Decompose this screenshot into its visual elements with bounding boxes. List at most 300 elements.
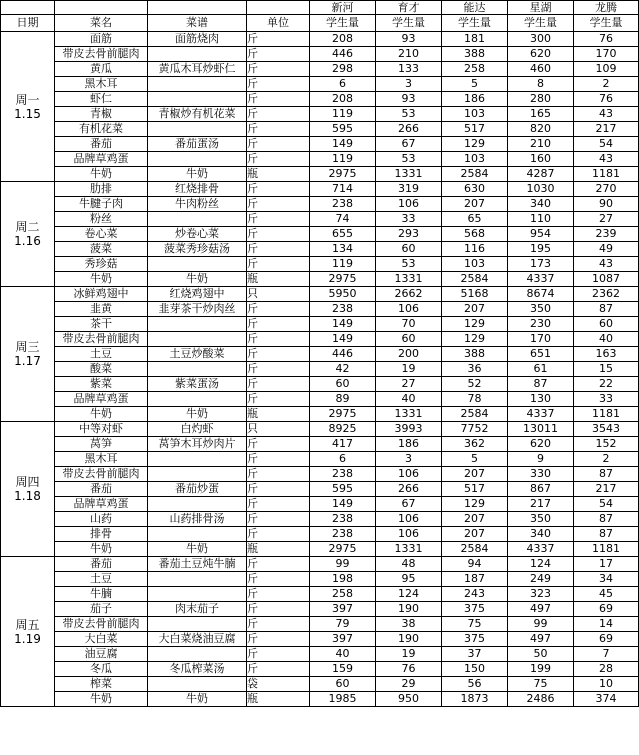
quantity-cell: 293 [376, 227, 442, 242]
quantity-cell: 8674 [508, 287, 574, 302]
dish-cell: 带皮去骨前腿肉 [55, 332, 148, 347]
dish-cell: 中等对虾 [55, 422, 148, 437]
quantity-cell: 4337 [508, 272, 574, 287]
quantity-cell: 38 [376, 617, 442, 632]
quantity-cell: 5 [442, 77, 508, 92]
quantity-cell: 53 [376, 257, 442, 272]
recipe-cell [148, 257, 247, 272]
table-row [1, 122, 639, 137]
recipe-cell: 牛奶 [148, 167, 247, 182]
quantity-cell: 181 [442, 32, 508, 47]
quantity-cell: 655 [310, 227, 376, 242]
quantity-cell: 5950 [310, 287, 376, 302]
qty-header: 学生量 [442, 15, 508, 32]
dish-cell: 番茄 [55, 137, 148, 152]
school-name: 能达 [442, 1, 508, 15]
weekday-label: 周四 [15, 475, 40, 489]
quantity-cell: 714 [310, 182, 376, 197]
quantity-cell: 159 [310, 662, 376, 677]
school-name: 新河 [310, 1, 376, 15]
table-row [1, 602, 639, 617]
unit-cell: 斤 [247, 662, 310, 677]
quantity-cell: 103 [442, 257, 508, 272]
quantity-cell: 2975 [310, 272, 376, 287]
quantity-cell: 374 [574, 692, 639, 707]
dish-cell: 虾仁 [55, 92, 148, 107]
quantity-cell: 190 [376, 602, 442, 617]
dish-cell: 茶干 [55, 317, 148, 332]
quantity-cell: 330 [508, 467, 574, 482]
unit-cell: 斤 [247, 332, 310, 347]
recipe-cell [148, 362, 247, 377]
recipe-cell [148, 212, 247, 227]
unit-cell: 斤 [247, 242, 310, 257]
quantity-cell: 149 [310, 332, 376, 347]
quantity-cell: 2975 [310, 167, 376, 182]
unit-cell: 斤 [247, 557, 310, 572]
recipe-cell: 大白菜烧油豆腐 [148, 632, 247, 647]
quantity-cell: 497 [508, 602, 574, 617]
quantity-cell: 950 [376, 692, 442, 707]
quantity-cell: 54 [574, 137, 639, 152]
unit-cell: 斤 [247, 317, 310, 332]
recipe-cell [148, 677, 247, 692]
dish-cell: 带皮去骨前腿肉 [55, 47, 148, 62]
quantity-cell: 375 [442, 602, 508, 617]
quantity-cell: 106 [376, 302, 442, 317]
table-row [1, 77, 639, 92]
day-label-cell [1, 557, 55, 707]
quantity-cell: 2584 [442, 542, 508, 557]
table-row [1, 107, 639, 122]
unit-cell: 瓶 [247, 692, 310, 707]
weekday-label: 周五 [15, 617, 40, 632]
quantity-cell: 3 [376, 452, 442, 467]
quantity-cell: 27 [574, 212, 639, 227]
quantity-cell: 210 [376, 47, 442, 62]
dish-cell: 排骨 [55, 527, 148, 542]
quantity-cell: 69 [574, 602, 639, 617]
quantity-cell: 2 [574, 77, 639, 92]
unit-cell: 瓶 [247, 542, 310, 557]
table-row [1, 647, 639, 662]
quantity-cell: 497 [508, 632, 574, 647]
quantity-cell: 50 [508, 647, 574, 662]
quantity-cell: 1331 [376, 407, 442, 422]
quantity-cell: 93 [376, 32, 442, 47]
quantity-cell: 630 [442, 182, 508, 197]
quantity-cell: 1181 [574, 542, 639, 557]
quantity-cell: 2584 [442, 167, 508, 182]
quantity-cell: 7752 [442, 422, 508, 437]
dish-cell: 卷心菜 [55, 227, 148, 242]
quantity-cell: 270 [574, 182, 639, 197]
quantity-cell: 45 [574, 587, 639, 602]
quantity-cell: 210 [508, 137, 574, 152]
unit-cell: 瓶 [247, 272, 310, 287]
table-row [1, 362, 639, 377]
quantity-cell: 300 [508, 32, 574, 47]
date-label: 1.17 [14, 354, 41, 368]
school-header-row [1, 1, 639, 15]
quantity-cell: 22 [574, 377, 639, 392]
table-row [1, 662, 639, 677]
quantity-cell: 258 [442, 62, 508, 77]
quantity-cell: 238 [310, 302, 376, 317]
quantity-cell: 3993 [376, 422, 442, 437]
quantity-cell: 60 [310, 377, 376, 392]
quantity-cell: 186 [376, 437, 442, 452]
quantity-cell: 5 [442, 452, 508, 467]
quantity-cell: 116 [442, 242, 508, 257]
dish-cell: 黑木耳 [55, 77, 148, 92]
quantity-cell: 340 [508, 527, 574, 542]
quantity-cell: 56 [442, 677, 508, 692]
table-row [1, 617, 639, 632]
quantity-cell: 517 [442, 482, 508, 497]
dish-cell: 青椒 [55, 107, 148, 122]
unit-cell: 斤 [247, 92, 310, 107]
table-row [1, 257, 639, 272]
quantity-cell: 7 [574, 647, 639, 662]
dish-cell: 品牌草鸡蛋 [55, 392, 148, 407]
quantity-cell: 1030 [508, 182, 574, 197]
quantity-cell: 129 [442, 332, 508, 347]
recipe-cell [148, 47, 247, 62]
unit-cell: 斤 [247, 362, 310, 377]
quantity-cell: 61 [508, 362, 574, 377]
quantity-cell: 2584 [442, 407, 508, 422]
quantity-cell: 75 [508, 677, 574, 692]
quantity-cell: 446 [310, 47, 376, 62]
weekday-label: 周一 [15, 92, 40, 107]
table-row [1, 137, 639, 152]
quantity-cell: 298 [310, 62, 376, 77]
quantity-cell: 620 [508, 47, 574, 62]
quantity-cell: 52 [442, 377, 508, 392]
recipe-cell [148, 527, 247, 542]
unit-cell: 斤 [247, 107, 310, 122]
unit-cell: 斤 [247, 182, 310, 197]
table-row [1, 152, 639, 167]
day-label-cell [1, 422, 55, 557]
quantity-cell: 319 [376, 182, 442, 197]
unit-cell: 斤 [247, 32, 310, 47]
dish-cell: 菠菜 [55, 242, 148, 257]
table-row [1, 242, 639, 257]
recipe-cell: 山药排骨汤 [148, 512, 247, 527]
recipe-cell [148, 587, 247, 602]
recipe-cell: 黄瓜木耳炒虾仁 [148, 62, 247, 77]
recipe-cell: 冬瓜榨菜汤 [148, 662, 247, 677]
quantity-cell: 106 [376, 467, 442, 482]
dish-header: 菜名 [55, 15, 148, 32]
recipe-cell: 菠菜秀珍菇汤 [148, 242, 247, 257]
dish-cell: 牛奶 [55, 692, 148, 707]
quantity-cell: 19 [376, 362, 442, 377]
recipe-cell [148, 572, 247, 587]
quantity-cell: 8 [508, 77, 574, 92]
quantity-cell: 217 [574, 122, 639, 137]
quantity-cell: 37 [442, 647, 508, 662]
recipe-cell: 红烧鸡翅中 [148, 287, 247, 302]
quantity-cell: 17 [574, 557, 639, 572]
table-row [1, 572, 639, 587]
quantity-cell: 43 [574, 152, 639, 167]
quantity-cell: 67 [376, 497, 442, 512]
quantity-cell: 1331 [376, 272, 442, 287]
quantity-cell: 124 [376, 587, 442, 602]
dish-cell: 茄子 [55, 602, 148, 617]
unit-cell: 斤 [247, 632, 310, 647]
quantity-cell: 87 [574, 467, 639, 482]
dish-cell: 牛奶 [55, 542, 148, 557]
quantity-cell: 124 [508, 557, 574, 572]
quantity-cell: 217 [508, 497, 574, 512]
recipe-cell: 白灼虾 [148, 422, 247, 437]
quantity-cell: 238 [310, 467, 376, 482]
quantity-cell: 106 [376, 527, 442, 542]
qty-header: 学生量 [508, 15, 574, 32]
quantity-cell: 133 [376, 62, 442, 77]
recipe-cell: 牛奶 [148, 692, 247, 707]
quantity-cell: 3 [376, 77, 442, 92]
quantity-cell: 129 [442, 137, 508, 152]
table-row [1, 527, 639, 542]
quantity-cell: 595 [310, 482, 376, 497]
quantity-cell: 8925 [310, 422, 376, 437]
quantity-cell: 48 [376, 557, 442, 572]
quantity-cell: 119 [310, 152, 376, 167]
quantity-cell: 2975 [310, 407, 376, 422]
qty-header: 学生量 [574, 15, 639, 32]
quantity-cell: 29 [376, 677, 442, 692]
recipe-cell [148, 452, 247, 467]
recipe-cell [148, 467, 247, 482]
quantity-cell: 76 [376, 662, 442, 677]
quantity-cell: 149 [310, 137, 376, 152]
quantity-cell: 1181 [574, 407, 639, 422]
recipe-cell: 韭芽茶干炒肉丝 [148, 302, 247, 317]
dish-cell: 番茄 [55, 482, 148, 497]
unit-cell: 斤 [247, 452, 310, 467]
blank-cell [55, 1, 148, 15]
quantity-cell: 867 [508, 482, 574, 497]
quantity-cell: 5168 [442, 287, 508, 302]
quantity-cell: 13011 [508, 422, 574, 437]
quantity-cell: 75 [442, 617, 508, 632]
quantity-cell: 60 [574, 317, 639, 332]
recipe-cell: 青椒炒有机花菜 [148, 107, 247, 122]
quantity-cell: 60 [376, 332, 442, 347]
quantity-cell: 249 [508, 572, 574, 587]
quantity-cell: 1087 [574, 272, 639, 287]
table-row [1, 212, 639, 227]
quantity-cell: 238 [310, 512, 376, 527]
unit-cell: 斤 [247, 227, 310, 242]
quantity-cell: 34 [574, 572, 639, 587]
quantity-cell: 173 [508, 257, 574, 272]
table-row [1, 272, 639, 287]
quantity-cell: 2486 [508, 692, 574, 707]
unit-cell: 斤 [247, 512, 310, 527]
quantity-cell: 6 [310, 452, 376, 467]
quantity-cell: 65 [442, 212, 508, 227]
quantity-cell: 149 [310, 317, 376, 332]
quantity-cell: 99 [310, 557, 376, 572]
recipe-cell: 紫菜蛋汤 [148, 377, 247, 392]
recipe-cell [148, 122, 247, 137]
quantity-cell: 129 [442, 497, 508, 512]
recipe-cell: 莴笋木耳炒肉片 [148, 437, 247, 452]
quantity-cell: 106 [376, 512, 442, 527]
dish-cell: 品牌草鸡蛋 [55, 497, 148, 512]
unit-cell: 斤 [247, 377, 310, 392]
quantity-cell: 207 [442, 302, 508, 317]
quantity-cell: 40 [376, 392, 442, 407]
unit-cell: 斤 [247, 572, 310, 587]
quantity-cell: 95 [376, 572, 442, 587]
quantity-cell: 186 [442, 92, 508, 107]
dish-cell: 牛奶 [55, 167, 148, 182]
quantity-cell: 150 [442, 662, 508, 677]
quantity-cell: 110 [508, 212, 574, 227]
school-name: 龙腾 [574, 1, 639, 15]
recipe-cell: 番茄炒蛋 [148, 482, 247, 497]
dish-cell: 黑木耳 [55, 452, 148, 467]
quantity-cell: 3543 [574, 422, 639, 437]
unit-cell: 斤 [247, 617, 310, 632]
quantity-cell: 207 [442, 527, 508, 542]
quantity-cell: 54 [574, 497, 639, 512]
recipe-cell: 红烧排骨 [148, 182, 247, 197]
recipe-cell [148, 497, 247, 512]
quantity-cell: 33 [376, 212, 442, 227]
quantity-cell: 217 [574, 482, 639, 497]
recipe-cell: 肉末茄子 [148, 602, 247, 617]
table-row [1, 167, 639, 182]
dish-cell: 番茄 [55, 557, 148, 572]
quantity-cell: 79 [310, 617, 376, 632]
blank-cell [148, 1, 247, 15]
quantity-cell: 94 [442, 557, 508, 572]
table-row [1, 407, 639, 422]
quantity-cell: 620 [508, 437, 574, 452]
quantity-cell: 119 [310, 107, 376, 122]
dish-cell: 韭黄 [55, 302, 148, 317]
quantity-cell: 820 [508, 122, 574, 137]
unit-cell: 斤 [247, 62, 310, 77]
day-label-cell [1, 32, 55, 182]
unit-cell: 斤 [247, 467, 310, 482]
table-row [1, 497, 639, 512]
day-label-cell [1, 182, 55, 287]
quantity-cell: 446 [310, 347, 376, 362]
quantity-cell: 53 [376, 107, 442, 122]
quantity-cell: 9 [508, 452, 574, 467]
quantity-cell: 2362 [574, 287, 639, 302]
quantity-cell: 1331 [376, 167, 442, 182]
weekday-label: 周三 [15, 340, 40, 354]
school-name: 育才 [376, 1, 442, 15]
quantity-cell: 200 [376, 347, 442, 362]
quantity-cell: 190 [376, 632, 442, 647]
quantity-cell: 280 [508, 92, 574, 107]
recipe-cell: 牛奶 [148, 407, 247, 422]
dish-cell: 酸菜 [55, 362, 148, 377]
quantity-cell: 160 [508, 152, 574, 167]
dish-cell: 冬瓜 [55, 662, 148, 677]
unit-cell: 斤 [247, 197, 310, 212]
recipe-cell [148, 92, 247, 107]
unit-cell: 只 [247, 422, 310, 437]
column-header-row [1, 15, 639, 32]
quantity-cell: 87 [574, 512, 639, 527]
dish-cell: 莴笋 [55, 437, 148, 452]
quantity-cell: 78 [442, 392, 508, 407]
quantity-cell: 69 [574, 632, 639, 647]
qty-header: 学生量 [310, 15, 376, 32]
dish-cell: 面筋 [55, 32, 148, 47]
unit-cell: 斤 [247, 647, 310, 662]
quantity-cell: 152 [574, 437, 639, 452]
quantity-cell: 207 [442, 512, 508, 527]
quantity-cell: 198 [310, 572, 376, 587]
quantity-cell: 43 [574, 257, 639, 272]
table-row [1, 467, 639, 482]
recipe-cell: 番茄蛋汤 [148, 137, 247, 152]
quantity-cell: 89 [310, 392, 376, 407]
table-row [1, 62, 639, 77]
quantity-cell: 170 [508, 332, 574, 347]
quantity-cell: 36 [442, 362, 508, 377]
quantity-cell: 195 [508, 242, 574, 257]
quantity-cell: 163 [574, 347, 639, 362]
dish-cell: 牛腩 [55, 587, 148, 602]
dish-cell: 大白菜 [55, 632, 148, 647]
date-label: 1.19 [14, 631, 41, 646]
blank-cell [247, 1, 310, 15]
dish-cell: 黄瓜 [55, 62, 148, 77]
recipe-cell: 面筋烧肉 [148, 32, 247, 47]
quantity-cell: 87 [508, 377, 574, 392]
table-row [1, 512, 639, 527]
quantity-cell: 87 [574, 302, 639, 317]
recipe-cell [148, 392, 247, 407]
recipe-header: 菜谱 [148, 15, 247, 32]
dish-cell: 紫菜 [55, 377, 148, 392]
table-row [1, 437, 639, 452]
quantity-cell: 149 [310, 497, 376, 512]
quantity-cell: 27 [376, 377, 442, 392]
dish-cell: 牛奶 [55, 407, 148, 422]
unit-cell: 斤 [247, 527, 310, 542]
quantity-cell: 67 [376, 137, 442, 152]
recipe-cell: 土豆炒酸菜 [148, 347, 247, 362]
quantity-cell: 258 [310, 587, 376, 602]
quantity-cell: 208 [310, 32, 376, 47]
table-row [1, 632, 639, 647]
quantity-cell: 323 [508, 587, 574, 602]
quantity-cell: 4287 [508, 167, 574, 182]
quantity-cell: 239 [574, 227, 639, 242]
quantity-cell: 243 [442, 587, 508, 602]
quantity-cell: 109 [574, 62, 639, 77]
dish-cell: 榨菜 [55, 677, 148, 692]
quantity-cell: 2662 [376, 287, 442, 302]
quantity-cell: 397 [310, 632, 376, 647]
recipe-cell [148, 152, 247, 167]
